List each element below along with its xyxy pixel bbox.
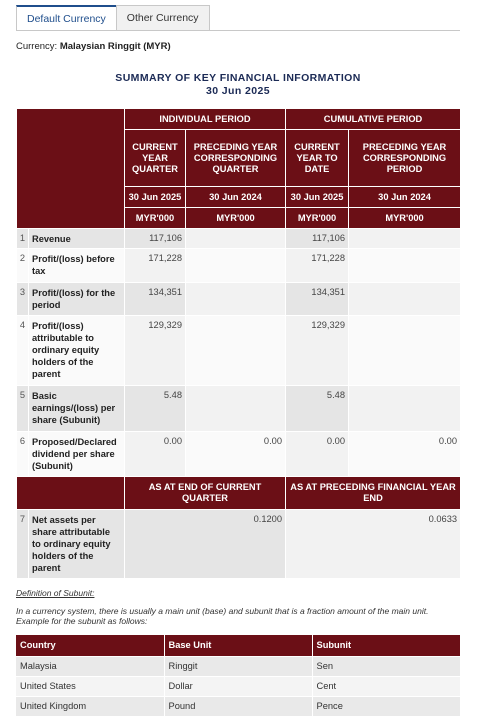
row-value-current-ytd: 0.00 xyxy=(286,432,349,477)
row-value-preceding-period: 0.00 xyxy=(349,432,461,477)
header-current-year-quarter: CURRENT YEAR QUARTER xyxy=(125,130,186,187)
currency-prefix: Currency: xyxy=(16,41,58,52)
row-value-current-quarter: 134,351 xyxy=(125,283,186,316)
table-row xyxy=(17,316,461,386)
row-number: 2 xyxy=(17,249,29,283)
header-blank xyxy=(17,109,125,229)
row-value-preceding-quarter xyxy=(186,316,286,386)
row-label: Proposed/Declared dividend per share (Subunit) xyxy=(29,432,125,477)
row-value-preceding-period xyxy=(349,316,461,386)
row-value-preceding-quarter xyxy=(186,229,286,249)
row-number: 4 xyxy=(17,316,29,386)
subunit-base-unit: Pound xyxy=(164,696,312,716)
summary-heading: SUMMARY OF KEY FINANCIAL INFORMATION xyxy=(115,72,361,84)
subunit-definition-text: In a currency system, there is usually a main unit (base) and subunit that is a fraction amount of the main unit. Example for the subunit as follows: xyxy=(16,606,429,626)
subunit-country: United States xyxy=(16,676,164,696)
row-value-current-ytd: 5.48 xyxy=(286,386,349,432)
header-date-4: 30 Jun 2024 xyxy=(349,187,461,208)
row-number: 5 xyxy=(17,386,29,432)
row-value-preceding-period xyxy=(349,283,461,316)
subunit-subunit: Pence xyxy=(312,696,460,716)
table-row xyxy=(16,656,460,676)
subunit-country: United Kingdom xyxy=(16,696,164,716)
row-value-preceding-period xyxy=(349,229,461,249)
row-label: Profit/(loss) for the period xyxy=(29,283,125,316)
tab-default-currency[interactable]: Default Currency xyxy=(16,5,117,31)
subunit-definition-title: Definition of Subunit: xyxy=(16,588,95,598)
row-value-current-ytd: 171,228 xyxy=(286,249,349,283)
subunit-header-country: Country xyxy=(16,635,164,656)
row-value-preceding-period xyxy=(349,386,461,432)
row-value-preceding-quarter xyxy=(186,283,286,316)
header-unit-3: MYR'000 xyxy=(286,208,349,229)
subunit-base-unit: Dollar xyxy=(164,676,312,696)
row-number: 1 xyxy=(17,229,29,249)
table-row xyxy=(17,283,461,316)
table-row xyxy=(17,510,461,579)
subunit-header-base-unit: Base Unit xyxy=(164,635,312,656)
row-number: 7 xyxy=(17,510,29,579)
row-label: Profit/(loss) attributable to ordinary equity holders of the parent xyxy=(29,316,125,386)
nav-header-current-quarter: AS AT END OF CURRENT QUARTER xyxy=(125,477,286,510)
row-label: Basic earnings/(loss) per share (Subunit) xyxy=(29,386,125,432)
header-unit-1: MYR'000 xyxy=(125,208,186,229)
subunit-subunit: Cent xyxy=(312,676,460,696)
header-date-3: 30 Jun 2025 xyxy=(286,187,349,208)
row-value-current-ytd: 117,106 xyxy=(286,229,349,249)
row-value-preceding-year-end: 0.0633 xyxy=(286,510,461,579)
table-row xyxy=(17,386,461,432)
header-unit-2: MYR'000 xyxy=(186,208,286,229)
header-date-2: 30 Jun 2024 xyxy=(186,187,286,208)
tab-other-currency[interactable]: Other Currency xyxy=(116,5,210,31)
header-preceding-year-quarter: PRECEDING YEAR CORRESPONDING QUARTER xyxy=(186,130,286,187)
header-current-year-to-date: CURRENT YEAR TO DATE xyxy=(286,130,349,187)
currency-line xyxy=(16,41,171,52)
row-value-current-ytd: 129,329 xyxy=(286,316,349,386)
nav-header-preceding-year-end: AS AT PRECEDING FINANCIAL YEAR END xyxy=(286,477,461,510)
subunit-subunit: Sen xyxy=(312,656,460,676)
row-value-current-quarter: 171,228 xyxy=(125,249,186,283)
header-date-1: 30 Jun 2025 xyxy=(125,187,186,208)
row-value-current-quarter: 0.1200 xyxy=(125,510,286,579)
summary-title xyxy=(16,72,460,98)
header-unit-4: MYR'000 xyxy=(349,208,461,229)
row-value-preceding-quarter xyxy=(186,249,286,283)
table-row xyxy=(16,676,460,696)
subunit-table xyxy=(16,635,461,716)
tab-divider xyxy=(16,30,460,31)
table-row xyxy=(17,432,461,477)
table-row xyxy=(16,696,460,716)
summary-date: 30 Jun 2025 xyxy=(206,85,270,97)
subunit-base-unit: Ringgit xyxy=(164,656,312,676)
row-value-current-quarter: 117,106 xyxy=(125,229,186,249)
row-value-current-quarter: 0.00 xyxy=(125,432,186,477)
row-value-current-ytd: 134,351 xyxy=(286,283,349,316)
row-value-preceding-quarter xyxy=(186,386,286,432)
header-preceding-year-period: PRECEDING YEAR CORRESPONDING PERIOD xyxy=(349,130,461,187)
table-row xyxy=(17,229,461,249)
subunit-country: Malaysia xyxy=(16,656,164,676)
row-label: Revenue xyxy=(29,229,125,249)
row-value-preceding-period xyxy=(349,249,461,283)
nav-header-blank xyxy=(17,477,125,510)
row-value-preceding-quarter: 0.00 xyxy=(186,432,286,477)
row-number: 3 xyxy=(17,283,29,316)
row-number: 6 xyxy=(17,432,29,477)
subunit-header-subunit: Subunit xyxy=(312,635,460,656)
row-label: Net assets per share attributable to ordinary equity holders of the parent xyxy=(29,510,125,579)
row-value-current-quarter: 129,329 xyxy=(125,316,186,386)
currency-tabs xyxy=(16,5,210,31)
header-individual-period: INDIVIDUAL PERIOD xyxy=(125,109,286,130)
row-value-current-quarter: 5.48 xyxy=(125,386,186,432)
table-row xyxy=(17,249,461,283)
financial-summary-table xyxy=(16,108,461,579)
header-cumulative-period: CUMULATIVE PERIOD xyxy=(286,109,461,130)
currency-value: Malaysian Ringgit (MYR) xyxy=(59,41,171,52)
row-label: Profit/(loss) before tax xyxy=(29,249,125,283)
